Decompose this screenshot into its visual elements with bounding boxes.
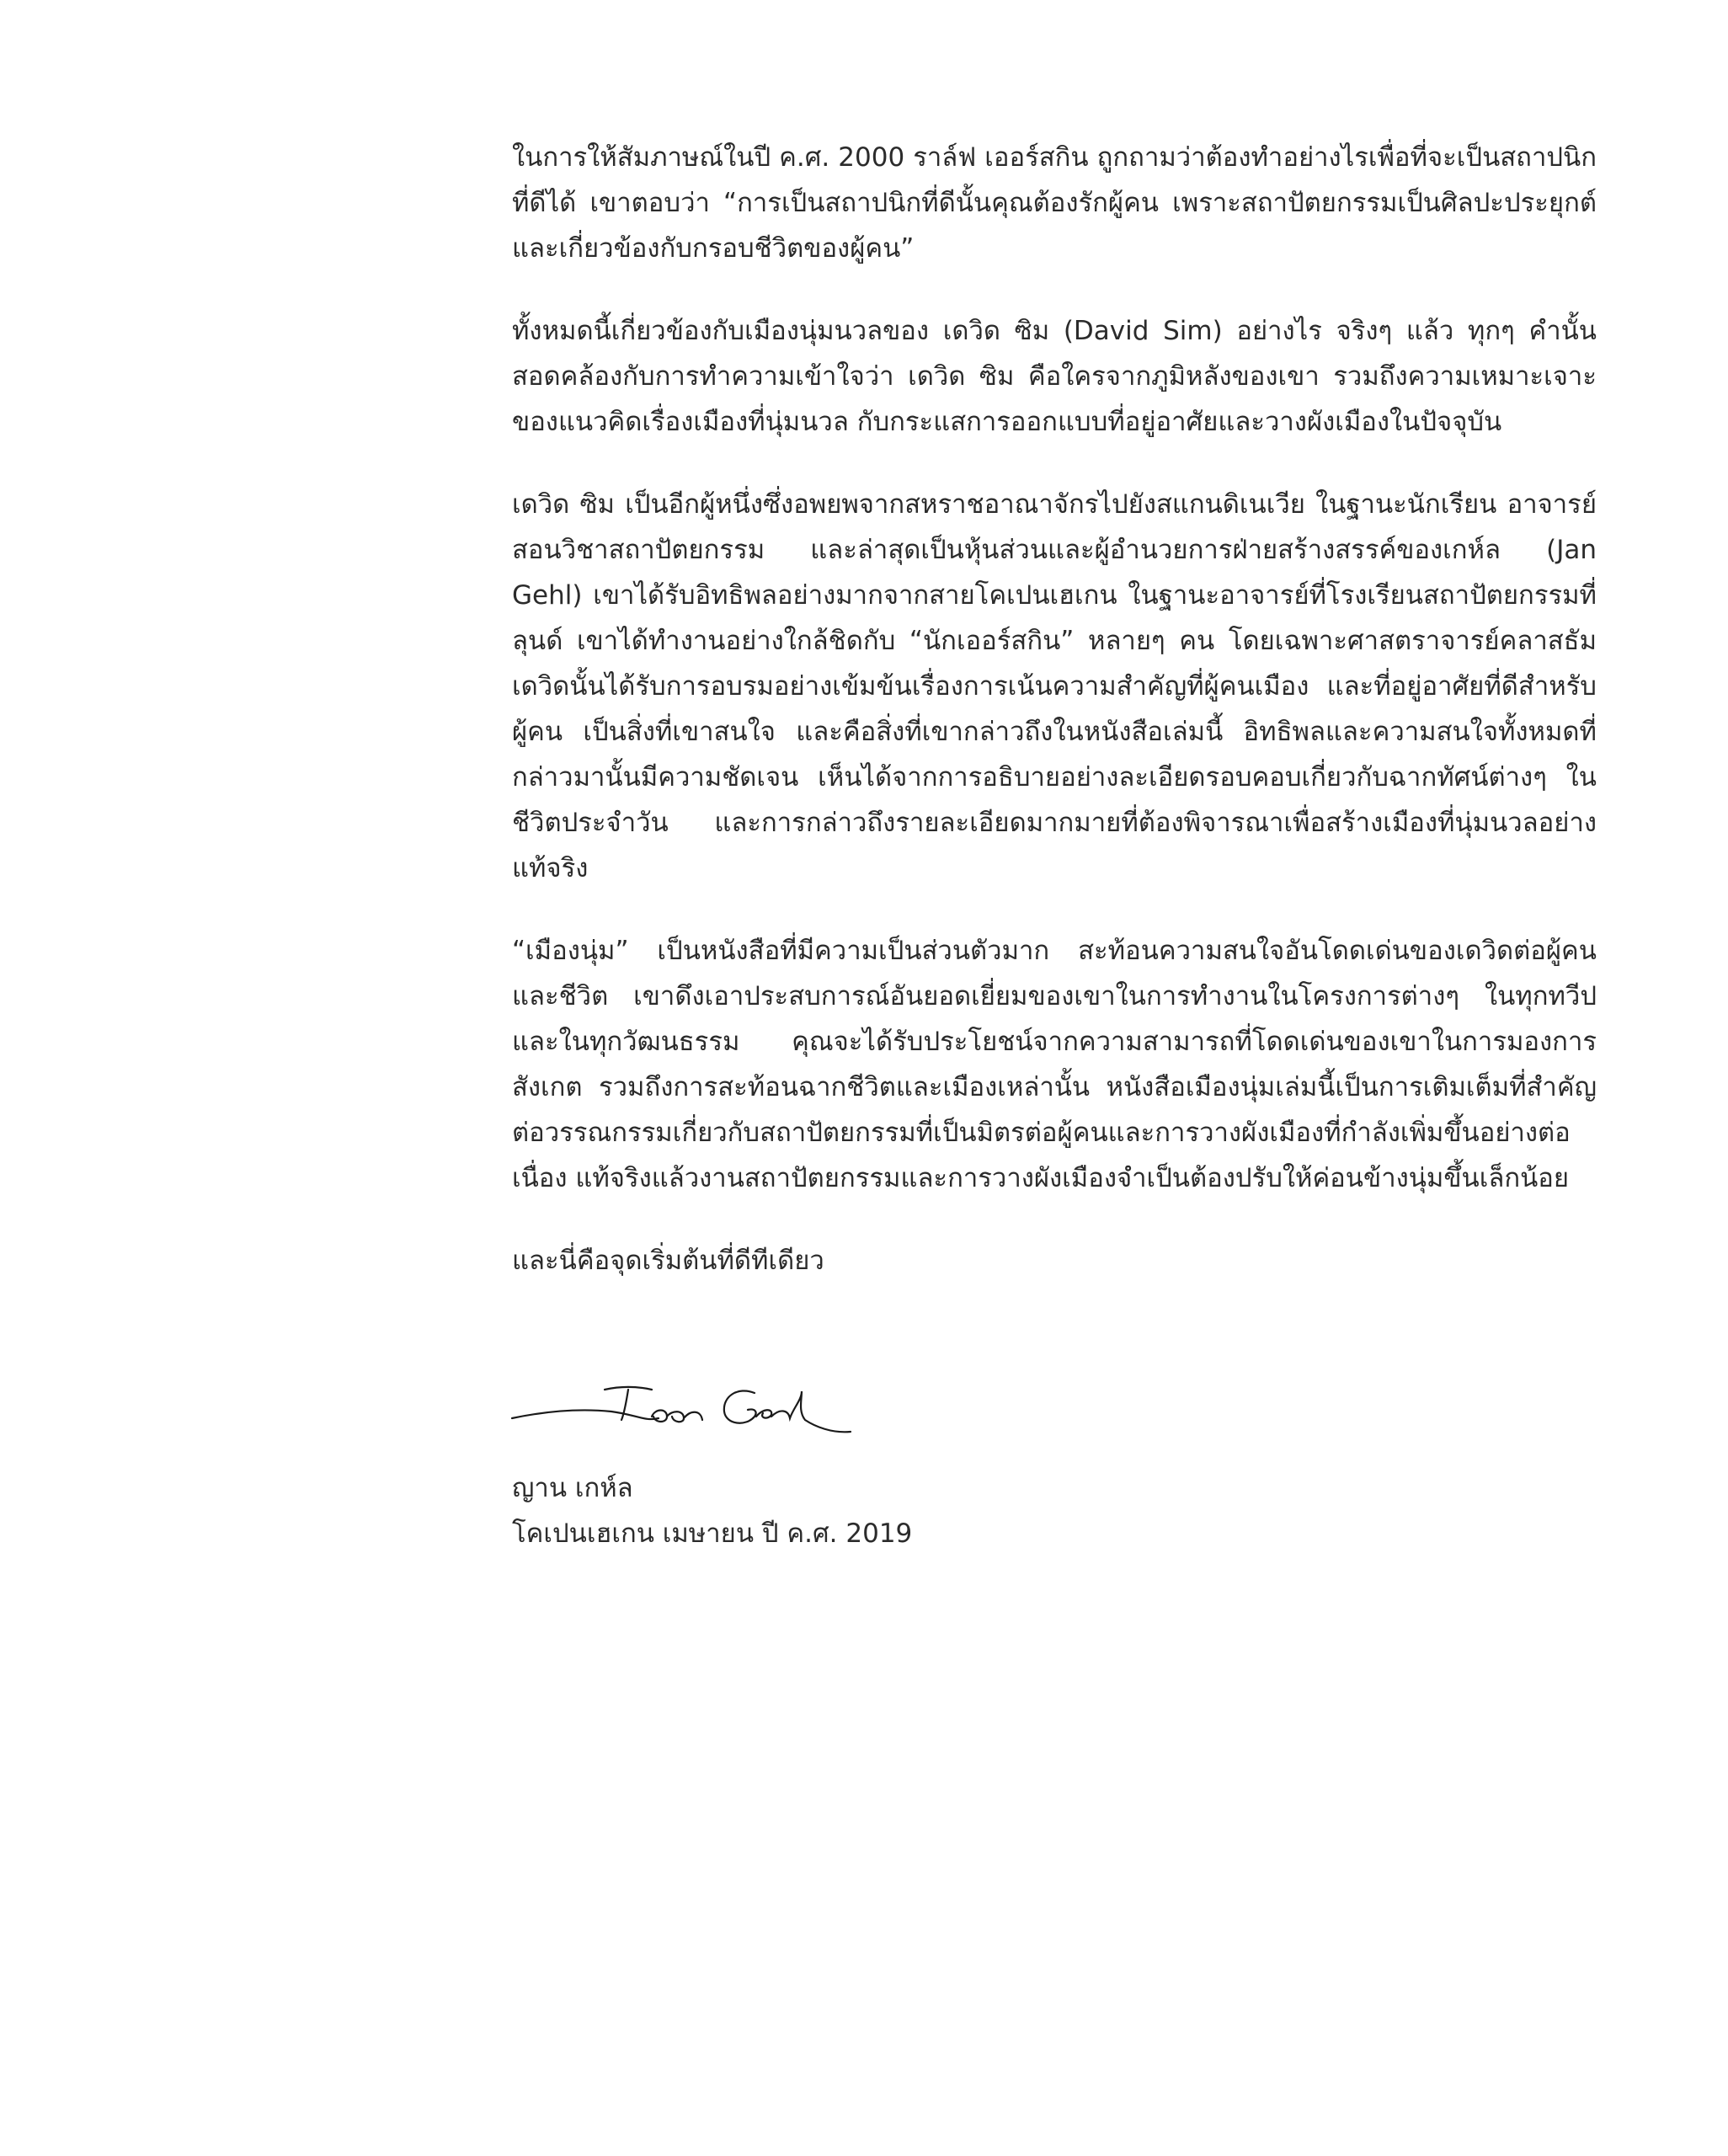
handwritten-signature <box>510 1374 864 1442</box>
paragraph-3: เดวิด ซิม เป็นอีกผู้หนึ่งซึ่งอพยพจากสหราชอาณาจักรไปยังสแกนดิเนเวีย ในฐานะนักเรียน อาจารย์สอนวิชาสถาปัตยกรรม และล่าสุดเป็นหุ้นส่วนและผู้อำนวยการฝ่ายสร้างสรรค์ของเกห์ล (Jan Gehl) เขาได้รับอิทธิพลอย่างมากจากสายโคเปนเฮเกน ในฐานะอาจารย์ที่โรงเรียนสถาปัตยกรรมที่ลุนด์ เขาได้ทำงานอย่างใกล้ชิดกับ “นักเออร์สกิน” หลายๆ คน โดยเฉพาะศาสตราจารย์คลาสธัม เดวิดนั้นได้รับการอบรมอย่างเข้มข้นเรื่องการเน้นความสำคัญที่ผู้คนเมือง และที่อยู่อาศัยที่ดีสำหรับผู้คน เป็นสิ่งที่เขาสนใจ และคือสิ่งที่เขากล่าวถึงในหนังสือเล่มนี้ อิทธิพลและความสนใจทั้งหมดที่กล่าวมานั้นมีความชัดเจน เห็นได้จากการอธิบายอย่างละเอียดรอบคอบเกี่ยวกับฉากทัศน์ต่างๆ ในชีวิตประจำวัน และการกล่าวถึงรายละเอียดมากมายที่ต้องพิจารณาเพื่อสร้างเมืองที่นุ่มนวลอย่างแท้จริง <box>512 489 1597 883</box>
paragraph-1: ในการให้สัมภาษณ์ในปี ค.ศ. 2000 ราล์ฟ เออร์สกิน ถูกถามว่าต้องทำอย่างไรเพื่อที่จะเป็นสถาปนิกที่ดีได้ เขาตอบว่า “การเป็นสถาปนิกที่ดีนั้นคุณต้องรักผู้คน เพราะสถาปัตยกรรมเป็นศิลปะประยุกต์และเกี่ยวข้องกับกรอบชีวิตของผู้คน” <box>512 142 1597 264</box>
author-place-date: โคเปนเฮเกน เมษายน ปี ค.ศ. 2019 <box>512 1518 913 1549</box>
closing-line: และนี่คือจุดเริ่มต้นที่ดีทีเดียว <box>512 1246 824 1276</box>
paragraph-2: ทั้งหมดนี้เกี่ยวข้องกับเมืองนุ่มนวลของ เดวิด ซิม (David Sim) อย่างไร จริงๆ แล้ว ทุกๆ คำนั้นสอดคล้องกับการทำความเข้าใจว่า เดวิด ซิม คือใครจากภูมิหลังของเขา รวมถึงความเหมาะเจาะของแนวคิดเรื่องเมืองที่นุ่มนวล กับกระแสการออกแบบที่อยู่อาศัยและวางผังเมืองในปัจจุบัน <box>512 316 1597 437</box>
author-block <box>512 1465 912 1556</box>
paragraph-4: “เมืองนุ่ม” เป็นหนังสือที่มีความเป็นส่วนตัวมาก สะท้อนความสนใจอันโดดเด่นของเดวิดต่อผู้คนและชีวิต เขาดึงเอาประสบการณ์อันยอดเยี่ยมของเขาในการทำงานในโครงการต่างๆ ในทุกทวีปและในทุกวัฒนธรรม คุณจะได้รับประโยชน์จากความสามารถที่โดดเด่นของเขาในการมองการสังเกต รวมถึงการสะท้อนฉากชีวิตและเมืองเหล่านั้น หนังสือเมืองนุ่มเล่มนี้เป็นการเติมเต็มที่สำคัญต่อวรรณกรรมเกี่ยวกับสถาปัตยกรรมที่เป็นมิตรต่อผู้คนและการวางผังเมืองที่กำลังเพิ่มขึ้นอย่างต่อเนื่อง แท้จริงแล้วงานสถาปัตยกรรมและการวางผังเมืองจำเป็นต้องปรับให้ค่อนข้างนุ่มขึ้นเล็กน้อย <box>512 936 1597 1193</box>
signature-image <box>510 1374 864 1442</box>
author-name: ญาน เกห์ล <box>512 1473 633 1503</box>
letter-body <box>512 135 1597 1283</box>
